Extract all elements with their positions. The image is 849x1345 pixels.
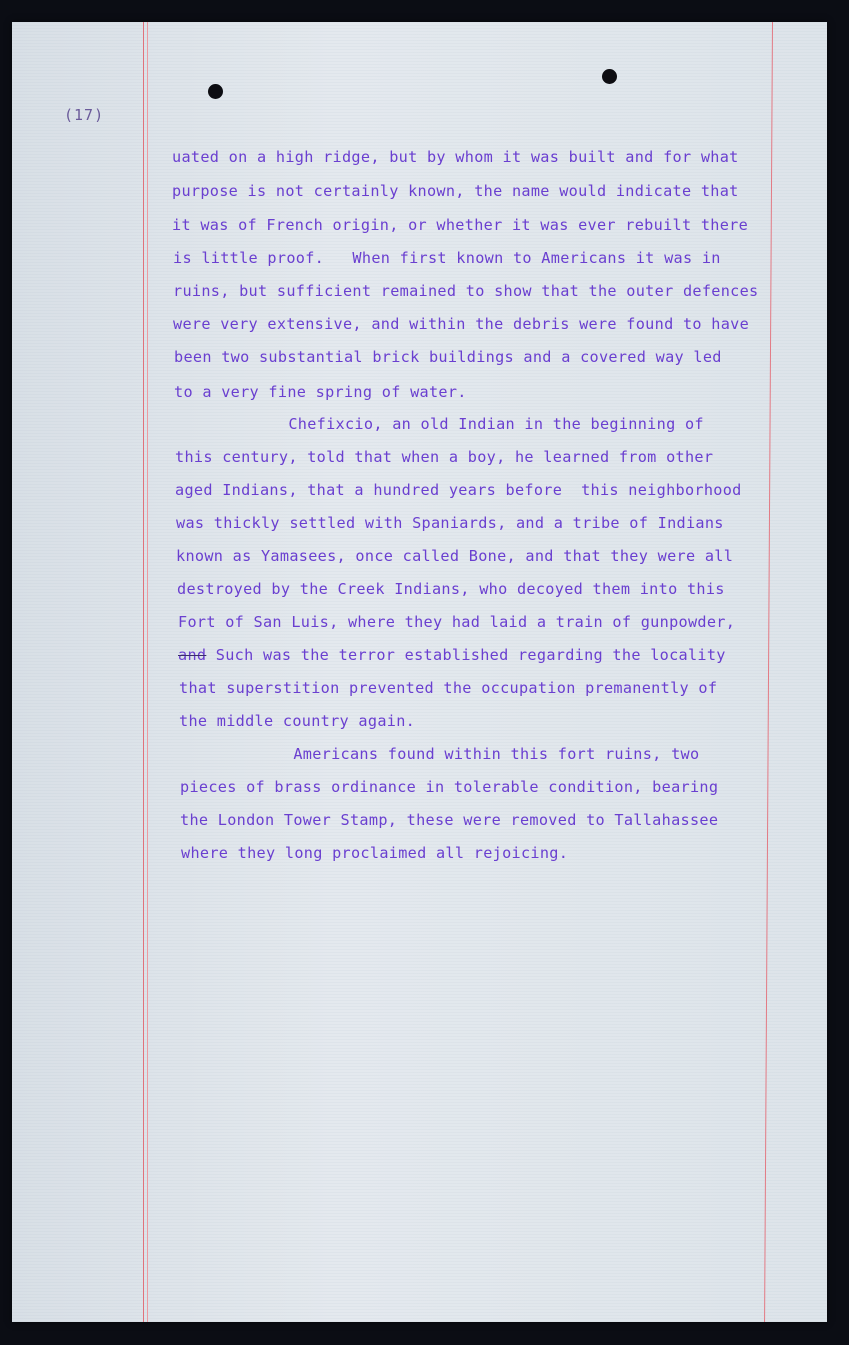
- text-line-with-correction: [178, 646, 726, 664]
- text-line: the London Tower Stamp, these were removed to Tallahassee: [180, 811, 719, 829]
- struck-word: and: [178, 646, 207, 664]
- text-line: Americans found within this fort ruins, two: [180, 745, 700, 763]
- text-line: that superstition prevented the occupation premanently of: [179, 679, 718, 697]
- text-line: it was of French origin, or whether it was ever rebuilt there: [172, 216, 749, 234]
- body-text: [172, 22, 812, 862]
- left-margin-rule: [143, 22, 144, 1322]
- text-line: to a very fine spring of water.: [174, 383, 467, 401]
- page-number: (17): [64, 106, 105, 124]
- text-line: this century, told that when a boy, he learned from other: [175, 448, 714, 466]
- text-line: aged Indians, that a hundred years before this neighborhood: [175, 481, 742, 499]
- text-line: ruins, but sufficient remained to show that the outer defences: [173, 282, 759, 300]
- text-line: Such was the terror established regarding the locality: [215, 646, 726, 664]
- text-line: Fort of San Luis, where they had laid a train of gunpowder,: [178, 613, 736, 631]
- text-line: pieces of brass ordinance in tolerable condition, bearing: [180, 778, 719, 796]
- text-line: purpose is not certainly known, the name would indicate that: [172, 182, 739, 200]
- text-line: destroyed by the Creek Indians, who decoyed them into this: [177, 580, 725, 598]
- text-line: been two substantial brick buildings and a covered way led: [174, 348, 722, 366]
- left-margin-rule-inner: [147, 22, 148, 1322]
- text-line: the middle country again.: [179, 712, 416, 730]
- text-line: uated on a high ridge, but by whom it was built and for what: [172, 148, 739, 166]
- text-line: known as Yamasees, once called Bone, and that they were all: [176, 547, 734, 565]
- text-line: was thickly settled with Spaniards, and a tribe of Indians: [176, 514, 724, 532]
- text-line: where they long proclaimed all rejoicing.: [181, 844, 569, 862]
- text-line: were very extensive, and within the debris were found to have: [173, 315, 750, 333]
- typewritten-page: [12, 22, 827, 1322]
- text-line: is little proof. When first known to Americans it was in: [173, 249, 721, 267]
- text-line: Chefixcio, an old Indian in the beginning of: [175, 415, 704, 433]
